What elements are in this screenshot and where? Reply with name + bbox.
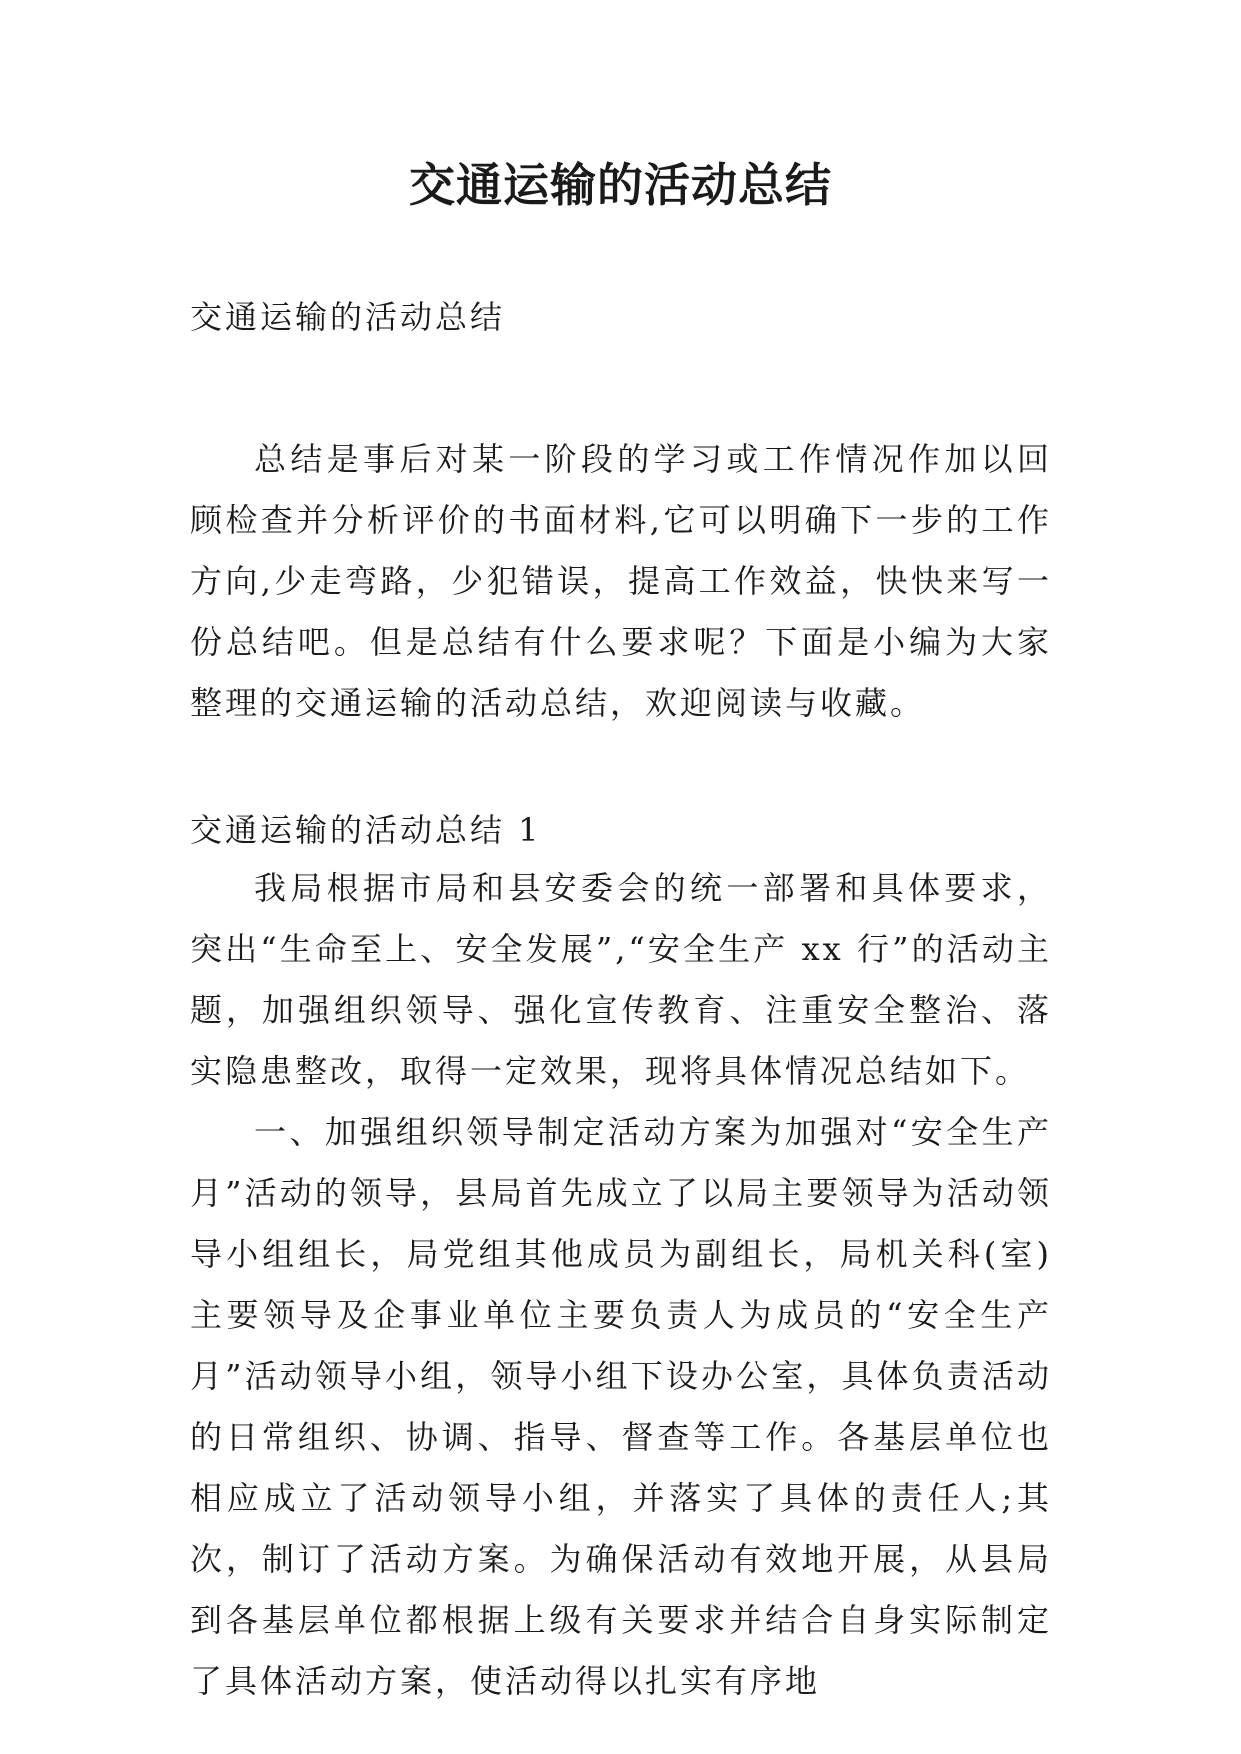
body-paragraph: 一、加强组织领导制定活动方案为加强对“安全生产月”活动的领导，县局首先成立了以局主要领导为活动领导小组组长，局党组其他成员为副组长，局机关科(室)主要领导及企事业单位主要负责人为成员的“安全生产月”活动领导小组，领导小组下设办公室，具体负责活动的日常组织、协调、指导、督查等工作。各基层单位也相应成立了活动领导小组，并落实了具体的责任人;其次，制订了活动方案。为确保活动有效地开展，从县局到各基层单位都根据上级有关要求并结合自身实际制定了具体活动方案，使活动得以扎实有序地 <box>190 1113 1052 1700</box>
intro-paragraph: 总结是事后对某一阶段的学习或工作情况作加以回顾检查并分析评价的书面材料,它可以明确下一步的工作方向,少走弯路，少犯错误，提高工作效益，快快来写一份总结吧。但是总结有什么要求呢？下面是小编为大家整理的交通运输的活动总结，欢迎阅读与收藏。 <box>190 440 1052 722</box>
document-title: 交通运输的活动总结 <box>409 158 832 212</box>
section-title: 交通运输的活动总结 1 <box>190 811 542 849</box>
spacer <box>190 349 1052 429</box>
document-body <box>190 285 1052 1712</box>
body-paragraph: 我局根据市局和县安委会的统一部署和具体要求，突出“生命至上、安全发展”,“安全生产 xx 行”的活动主题，加强组织领导、强化宣传教育、注重安全整治、落实隐患整改，取得一定效果，现将具体情况总结如下。 <box>190 869 1052 1090</box>
document-subtitle: 交通运输的活动总结 <box>190 298 506 336</box>
spacer <box>190 734 1052 802</box>
